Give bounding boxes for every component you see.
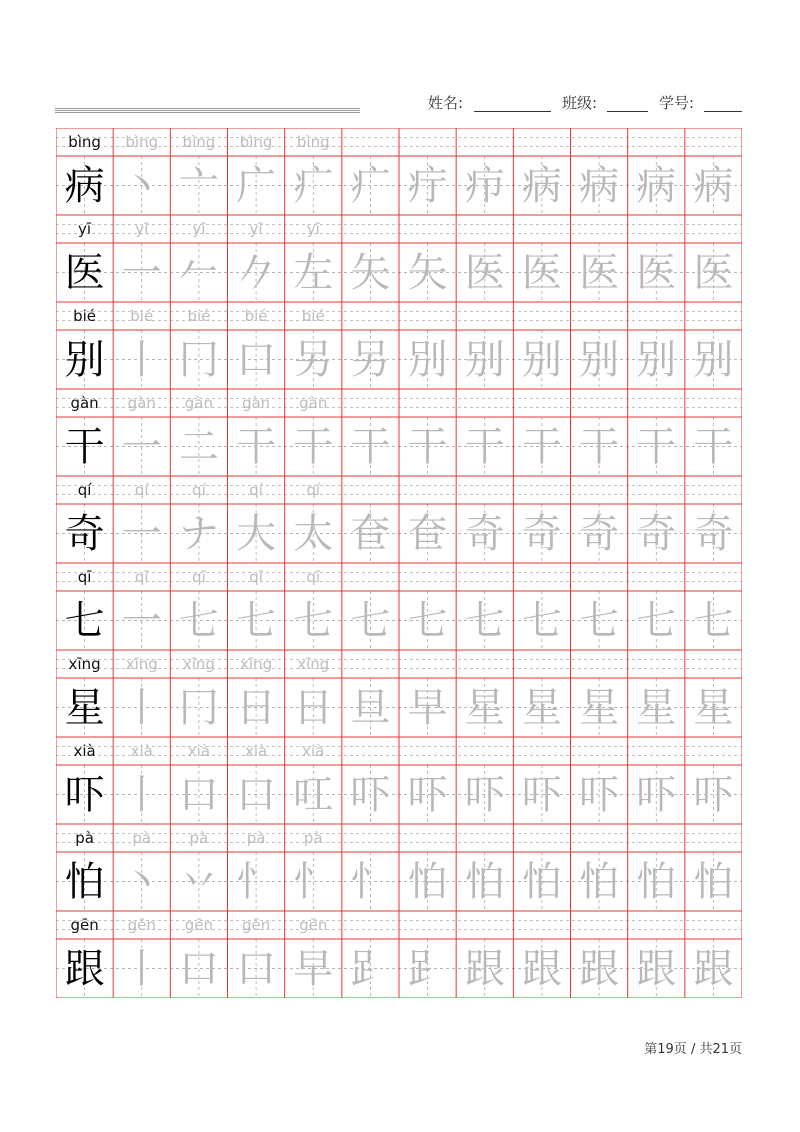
- pinyin-trace: xīng: [182, 654, 215, 673]
- stroke-order-trace[interactable]: 忄: [350, 858, 391, 905]
- header-rule-bottom: [55, 112, 360, 113]
- pinyin-trace: xīng: [297, 654, 330, 673]
- hanzi-row: [56, 330, 742, 389]
- student-number-label: 学号:: [659, 94, 695, 112]
- stroke-order-trace[interactable]: 奇: [579, 510, 620, 557]
- pinyin-model: bìng: [68, 132, 101, 151]
- stroke-order-trace[interactable]: 𧾷: [407, 945, 448, 992]
- stroke-order-trace[interactable]: 大: [236, 510, 277, 557]
- pinyin-trace: bié: [187, 306, 211, 325]
- stroke-order-trace[interactable]: 一: [121, 249, 162, 296]
- pinyin-row: [56, 824, 742, 852]
- pinyin-model: yī: [78, 219, 92, 238]
- stroke-order-trace[interactable]: 别: [636, 336, 677, 383]
- stroke-order-trace[interactable]: 矢: [350, 249, 391, 296]
- pinyin-trace: pà: [189, 828, 209, 847]
- stroke-order-trace[interactable]: 吓: [464, 771, 505, 818]
- stroke-order-trace[interactable]: 医: [693, 249, 734, 296]
- stroke-order-trace[interactable]: 医: [464, 249, 505, 296]
- stroke-order-trace[interactable]: 忄: [236, 858, 277, 905]
- stroke-order-trace[interactable]: 吓: [636, 771, 677, 818]
- pinyin-trace: gàn: [241, 393, 271, 412]
- stroke-order-trace[interactable]: 病: [636, 162, 677, 209]
- stroke-order-trace[interactable]: 吓: [579, 771, 620, 818]
- stroke-order-trace[interactable]: 口: [236, 771, 277, 818]
- pinyin-model: qī: [77, 567, 92, 586]
- model-character: 吓: [64, 771, 105, 818]
- stroke-order-trace[interactable]: 七: [178, 597, 219, 644]
- stroke-order-trace[interactable]: 怕: [636, 858, 677, 905]
- pinyin-row: [56, 302, 742, 330]
- stroke-order-trace[interactable]: 奆: [407, 510, 448, 557]
- stroke-order-trace[interactable]: 丨: [121, 771, 162, 818]
- pinyin-row: [56, 476, 742, 504]
- stroke-order-trace[interactable]: 七: [350, 597, 391, 644]
- stroke-order-trace[interactable]: 日: [236, 684, 277, 731]
- pinyin-model: qí: [77, 480, 92, 499]
- stroke-order-trace[interactable]: 口: [178, 771, 219, 818]
- pinyin-trace: xià: [244, 741, 268, 760]
- model-character: 七: [64, 597, 105, 644]
- class-label: 班级:: [562, 94, 598, 112]
- pinyin-trace: xīng: [125, 654, 158, 673]
- stroke-order-trace[interactable]: 丨: [121, 945, 162, 992]
- stroke-order-trace[interactable]: 干: [464, 423, 505, 470]
- stroke-order-trace[interactable]: 冂: [178, 336, 219, 383]
- stroke-order-trace[interactable]: 怕: [464, 858, 505, 905]
- student-number-field[interactable]: [704, 111, 742, 112]
- stroke-order-trace[interactable]: 奇: [693, 510, 734, 557]
- pinyin-trace: xià: [302, 741, 325, 760]
- pinyin-trace: gàn: [299, 393, 328, 412]
- hanzi-row: [56, 243, 742, 302]
- pinyin-trace: gēn: [241, 915, 271, 934]
- hanzi-row: [56, 678, 742, 737]
- name-label: 姓名:: [428, 94, 464, 112]
- stroke-order-trace[interactable]: 怕: [693, 858, 734, 905]
- pinyin-trace: qí: [306, 480, 321, 499]
- pinyin-row: [56, 389, 742, 417]
- stroke-order-trace[interactable]: 跟: [579, 945, 620, 992]
- stroke-order-trace[interactable]: 二: [178, 423, 219, 470]
- model-character: 医: [64, 249, 105, 296]
- stroke-order-trace[interactable]: 冂: [178, 684, 219, 731]
- hanzi-row: [56, 939, 742, 998]
- stroke-order-trace[interactable]: 丶: [121, 858, 162, 905]
- stroke-order-trace[interactable]: 口: [178, 945, 219, 992]
- stroke-order-trace[interactable]: 日: [293, 684, 334, 731]
- stroke-order-trace[interactable]: 奆: [350, 510, 391, 557]
- stroke-order-trace[interactable]: 七: [293, 597, 334, 644]
- stroke-order-trace[interactable]: 一: [121, 423, 162, 470]
- stroke-order-trace[interactable]: 干: [521, 423, 562, 470]
- page-number: 第19页 / 共21页: [644, 1042, 742, 1057]
- stroke-order-trace[interactable]: 干: [636, 423, 677, 470]
- stroke-order-trace[interactable]: 丷: [178, 858, 219, 905]
- pinyin-trace: yī: [192, 219, 206, 238]
- header-rule-middle: [55, 110, 360, 111]
- pinyin-trace: bìng: [125, 132, 159, 151]
- stroke-order-trace[interactable]: 怕: [407, 858, 448, 905]
- pinyin-trace: gēn: [127, 915, 156, 934]
- header-rule-top: [55, 108, 360, 109]
- pinyin-trace: bìng: [239, 132, 273, 151]
- stroke-order-trace[interactable]: 別: [407, 336, 448, 383]
- stroke-order-trace[interactable]: 星: [636, 684, 677, 731]
- pinyin-trace: pà: [303, 828, 323, 847]
- pinyin-trace: xià: [187, 741, 211, 760]
- hanzi-row: [56, 156, 742, 215]
- pinyin-trace: qī: [249, 567, 263, 586]
- pinyin-model: xià: [73, 741, 96, 760]
- pinyin-trace: gàn: [184, 393, 214, 412]
- stroke-order-trace[interactable]: 病: [579, 162, 620, 209]
- stroke-order-trace[interactable]: 七: [464, 597, 505, 644]
- pinyin-trace: gēn: [184, 915, 214, 934]
- stroke-order-trace[interactable]: 疒: [293, 162, 334, 209]
- pinyin-trace: bié: [244, 306, 268, 325]
- pinyin-trace: gàn: [127, 393, 156, 412]
- pinyin-model: pà: [75, 828, 94, 847]
- model-character: 奇: [64, 510, 105, 557]
- pinyin-trace: yī: [135, 219, 149, 238]
- hanzi-row: [56, 417, 742, 476]
- stroke-order-trace[interactable]: 干: [407, 423, 448, 470]
- practice-grid: [56, 128, 742, 998]
- stroke-order-trace[interactable]: 𠂊: [236, 249, 277, 296]
- stroke-order-trace[interactable]: 七: [636, 597, 677, 644]
- stroke-order-trace[interactable]: 别: [693, 336, 734, 383]
- stroke-order-trace[interactable]: 干: [693, 423, 734, 470]
- pinyin-trace: qī: [306, 567, 321, 586]
- stroke-order-trace[interactable]: 医: [579, 249, 620, 296]
- stroke-order-trace[interactable]: 七: [236, 597, 277, 644]
- model-character: 星: [64, 684, 105, 731]
- pinyin-model: xīng: [68, 654, 101, 673]
- stroke-order-trace[interactable]: 叿: [293, 771, 334, 818]
- stroke-order-trace[interactable]: 吓: [350, 771, 391, 818]
- pinyin-trace: qī: [134, 567, 149, 586]
- stroke-order-trace[interactable]: 七: [693, 597, 734, 644]
- stroke-order-trace[interactable]: 奇: [636, 510, 677, 557]
- model-character: 怕: [64, 858, 105, 905]
- stroke-order-trace[interactable]: 吓: [693, 771, 734, 818]
- pinyin-trace: pà: [246, 828, 266, 847]
- pinyin-row: [56, 911, 742, 939]
- hanzi-row: [56, 591, 742, 650]
- stroke-order-trace[interactable]: 病: [521, 162, 562, 209]
- stroke-order-trace[interactable]: 医: [521, 249, 562, 296]
- pinyin-row: [56, 128, 742, 156]
- pinyin-trace: bìng: [296, 132, 330, 151]
- stroke-order-trace[interactable]: 太: [293, 510, 334, 557]
- model-character: 跟: [64, 945, 105, 992]
- pinyin-row: [56, 563, 742, 591]
- hanzi-row: [56, 852, 742, 911]
- stroke-order-trace[interactable]: 疒: [350, 162, 391, 209]
- stroke-order-trace[interactable]: 干: [579, 423, 620, 470]
- pinyin-trace: yī: [306, 219, 320, 238]
- stroke-order-trace[interactable]: 早: [407, 684, 448, 731]
- stroke-order-trace[interactable]: 丨: [121, 684, 162, 731]
- stroke-order-trace[interactable]: ナ: [178, 510, 219, 557]
- model-character: 干: [64, 423, 105, 470]
- stroke-order-trace[interactable]: 星: [521, 684, 562, 731]
- stroke-order-trace[interactable]: 跟: [636, 945, 677, 992]
- worksheet-header: [0, 0, 800, 120]
- stroke-order-trace[interactable]: 左: [293, 249, 334, 296]
- stroke-order-trace[interactable]: 奇: [521, 510, 562, 557]
- pinyin-trace: qí: [192, 480, 206, 499]
- stroke-order-trace[interactable]: 七: [579, 597, 620, 644]
- pinyin-trace: pà: [132, 828, 152, 847]
- stroke-order-trace[interactable]: 丨: [121, 336, 162, 383]
- pinyin-trace: qí: [249, 480, 263, 499]
- stroke-order-trace[interactable]: 另: [293, 336, 334, 383]
- pinyin-row: [56, 650, 742, 678]
- name-field[interactable]: [474, 111, 551, 112]
- stroke-order-trace[interactable]: 疔: [407, 162, 448, 209]
- pinyin-trace: yī: [249, 219, 263, 238]
- stroke-order-trace[interactable]: 七: [407, 597, 448, 644]
- stroke-order-trace[interactable]: 医: [636, 249, 677, 296]
- stroke-order-trace[interactable]: 𠂉: [178, 249, 219, 296]
- model-character: 别: [64, 336, 105, 383]
- stroke-order-trace[interactable]: 星: [579, 684, 620, 731]
- stroke-order-trace[interactable]: 怕: [521, 858, 562, 905]
- pinyin-row: [56, 215, 742, 243]
- stroke-order-trace[interactable]: 吓: [521, 771, 562, 818]
- stroke-order-trace[interactable]: 星: [693, 684, 734, 731]
- stroke-order-trace[interactable]: 干: [236, 423, 277, 470]
- stroke-order-trace[interactable]: 矢: [407, 249, 448, 296]
- stroke-order-trace[interactable]: 吓: [407, 771, 448, 818]
- pinyin-trace: qī: [192, 567, 206, 586]
- stroke-order-trace[interactable]: 病: [693, 162, 734, 209]
- pinyin-trace: xià: [130, 741, 153, 760]
- stroke-order-trace[interactable]: 奇: [464, 510, 505, 557]
- pinyin-trace: bié: [301, 306, 325, 325]
- stroke-order-trace[interactable]: 星: [464, 684, 505, 731]
- hanzi-row: [56, 765, 742, 824]
- stroke-order-trace[interactable]: 干: [293, 423, 334, 470]
- hanzi-row: [56, 504, 742, 563]
- stroke-order-trace[interactable]: 丶: [121, 162, 162, 209]
- stroke-order-trace[interactable]: 口: [236, 945, 277, 992]
- stroke-order-trace[interactable]: 𧾷: [350, 945, 391, 992]
- stroke-order-trace[interactable]: 一: [121, 510, 162, 557]
- stroke-order-trace[interactable]: 别: [464, 336, 505, 383]
- stroke-order-trace[interactable]: 跟: [464, 945, 505, 992]
- pinyin-trace: bié: [130, 306, 154, 325]
- pinyin-trace: gēn: [299, 915, 328, 934]
- stroke-order-trace[interactable]: 一: [121, 597, 162, 644]
- pinyin-trace: bìng: [182, 132, 216, 151]
- stroke-order-trace[interactable]: 另: [350, 336, 391, 383]
- class-field[interactable]: [607, 111, 648, 112]
- stroke-order-trace[interactable]: 别: [521, 336, 562, 383]
- pinyin-row: [56, 737, 742, 765]
- stroke-order-trace[interactable]: 广: [236, 162, 277, 209]
- pinyin-model: gàn: [70, 393, 99, 412]
- model-character: 病: [64, 162, 105, 209]
- stroke-order-trace[interactable]: 别: [579, 336, 620, 383]
- stroke-order-trace[interactable]: 亠: [178, 162, 219, 209]
- stroke-order-trace[interactable]: 七: [521, 597, 562, 644]
- stroke-order-trace[interactable]: 怕: [579, 858, 620, 905]
- stroke-order-trace[interactable]: 旦: [350, 684, 391, 731]
- stroke-order-trace[interactable]: 疖: [464, 162, 505, 209]
- stroke-order-trace[interactable]: 跟: [693, 945, 734, 992]
- stroke-order-trace[interactable]: 早: [293, 945, 334, 992]
- stroke-order-trace[interactable]: 跟: [521, 945, 562, 992]
- pinyin-trace: xīng: [240, 654, 273, 673]
- stroke-order-trace[interactable]: 口: [236, 336, 277, 383]
- pinyin-model: gēn: [70, 915, 99, 934]
- pinyin-trace: qí: [134, 480, 149, 499]
- stroke-order-trace[interactable]: 干: [350, 423, 391, 470]
- stroke-order-trace[interactable]: 忄: [293, 858, 334, 905]
- pinyin-model: bié: [73, 306, 97, 325]
